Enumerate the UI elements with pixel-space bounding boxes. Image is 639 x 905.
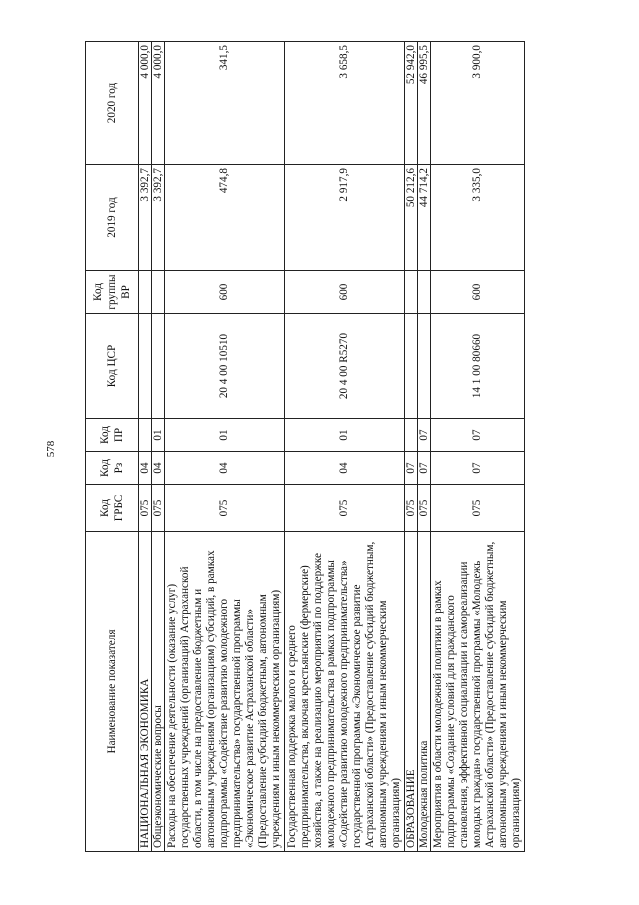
header-rz: Код Рз	[86, 452, 139, 485]
row-2020: 52 942,0	[405, 42, 418, 165]
header-pr: Код ПР	[86, 419, 139, 452]
row-csr: 20 4 00 R5270	[285, 314, 405, 419]
row-grbs: 075	[431, 485, 525, 532]
row-name: Молодежная политика	[418, 532, 431, 852]
table-row	[285, 42, 405, 852]
header-name: Наименование показателя	[86, 532, 139, 852]
row-pr	[405, 419, 418, 452]
header-2020: 2020 год	[86, 42, 139, 165]
row-2019: 50 212,6	[405, 165, 418, 271]
row-2020: 4 000,0	[152, 42, 165, 165]
page-number: 578	[45, 440, 57, 458]
row-csr	[152, 314, 165, 419]
row-vr: 600	[285, 271, 405, 314]
row-2020: 4 000,0	[139, 42, 152, 165]
row-2019: 474,8	[165, 165, 285, 271]
row-vr: 600	[431, 271, 525, 314]
budget-table-container	[85, 42, 565, 852]
row-2019: 2 917,9	[285, 165, 405, 271]
row-vr	[418, 271, 431, 314]
row-pr: 01	[285, 419, 405, 452]
row-grbs: 075	[285, 485, 405, 532]
row-pr: 07	[431, 419, 525, 452]
row-csr	[139, 314, 152, 419]
row-name: Мероприятия в области молодежной политики в рамках подпрограммы «Создание условий для гражданского становления, эффективной социализации и самореализации молодых граждан» государственной программы «Молодежь Астраханской области» (Предоставление субсидий бюджетным, автономным учреждениям и иным некоммерческим организациям)	[431, 532, 525, 852]
row-grbs: 075	[405, 485, 418, 532]
row-pr	[139, 419, 152, 452]
row-rz: 04	[165, 452, 285, 485]
row-name: Общеэкономические вопросы	[152, 532, 165, 852]
table-row	[418, 42, 431, 852]
row-grbs: 075	[418, 485, 431, 532]
row-grbs: 075	[165, 485, 285, 532]
row-rz: 07	[405, 452, 418, 485]
row-grbs: 075	[152, 485, 165, 532]
row-name: Государственная поддержка малого и среднего предпринимательства, включая крестьянские (фермерские) хозяйства, а также на реализацию мероприятий по поддержке молодежного предпринимательства в рамках подпрограммы «Содействие развитию молодежного предпринимательства» государственной программы «Экономическое развитие Астраханской области» (Предоставление субсидий бюджетным, автономным учреждениям и иным некоммерческим организациям)	[285, 532, 405, 852]
header-csr: Код ЦСР	[86, 314, 139, 419]
row-csr	[418, 314, 431, 419]
row-2019: 3 392,7	[152, 165, 165, 271]
row-name: НАЦИОНАЛЬНАЯ ЭКОНОМИКА	[139, 532, 152, 852]
table-row	[431, 42, 525, 852]
row-2020: 3 900,0	[431, 42, 525, 165]
row-pr: 07	[418, 419, 431, 452]
row-2020: 341,5	[165, 42, 285, 165]
row-2020: 3 658,5	[285, 42, 405, 165]
row-pr: 01	[152, 419, 165, 452]
row-name: ОБРАЗОВАНИЕ	[405, 532, 418, 852]
row-rz: 07	[431, 452, 525, 485]
row-rz: 04	[139, 452, 152, 485]
row-pr: 01	[165, 419, 285, 452]
row-csr: 14 1 00 80660	[431, 314, 525, 419]
header-vr: Код группы ВР	[86, 271, 139, 314]
table-header-row	[86, 42, 139, 852]
header-2019: 2019 год	[86, 165, 139, 271]
row-csr	[405, 314, 418, 419]
budget-table	[85, 41, 525, 852]
row-2019: 44 714,2	[418, 165, 431, 271]
row-name: Расходы на обеспечение деятельности (оказание услуг) государственных учреждений (организаций) Астраханской области, в том числе на предоставление бюджетным и автономным учреждениям (организациям) субсидий, в рамках подпрограммы «Содействие развитию молодежного предпринимательства» государственной программы «Экономическое развитие Астраханской области» (Предоставление субсидий бюджетным, автономным учреждениям и иным некоммерческим организациям)	[165, 532, 285, 852]
row-rz: 04	[152, 452, 165, 485]
row-vr	[405, 271, 418, 314]
row-grbs: 075	[139, 485, 152, 532]
table-row	[139, 42, 152, 852]
header-grbs: Код ГРБС	[86, 485, 139, 532]
row-csr: 20 4 00 10510	[165, 314, 285, 419]
table-row	[405, 42, 418, 852]
table-row	[152, 42, 165, 852]
row-vr	[152, 271, 165, 314]
row-rz: 07	[418, 452, 431, 485]
table-row	[165, 42, 285, 852]
row-2019: 3 392,7	[139, 165, 152, 271]
row-2020: 46 995,5	[418, 42, 431, 165]
row-vr	[139, 271, 152, 314]
row-2019: 3 335,0	[431, 165, 525, 271]
row-rz: 04	[285, 452, 405, 485]
row-vr: 600	[165, 271, 285, 314]
